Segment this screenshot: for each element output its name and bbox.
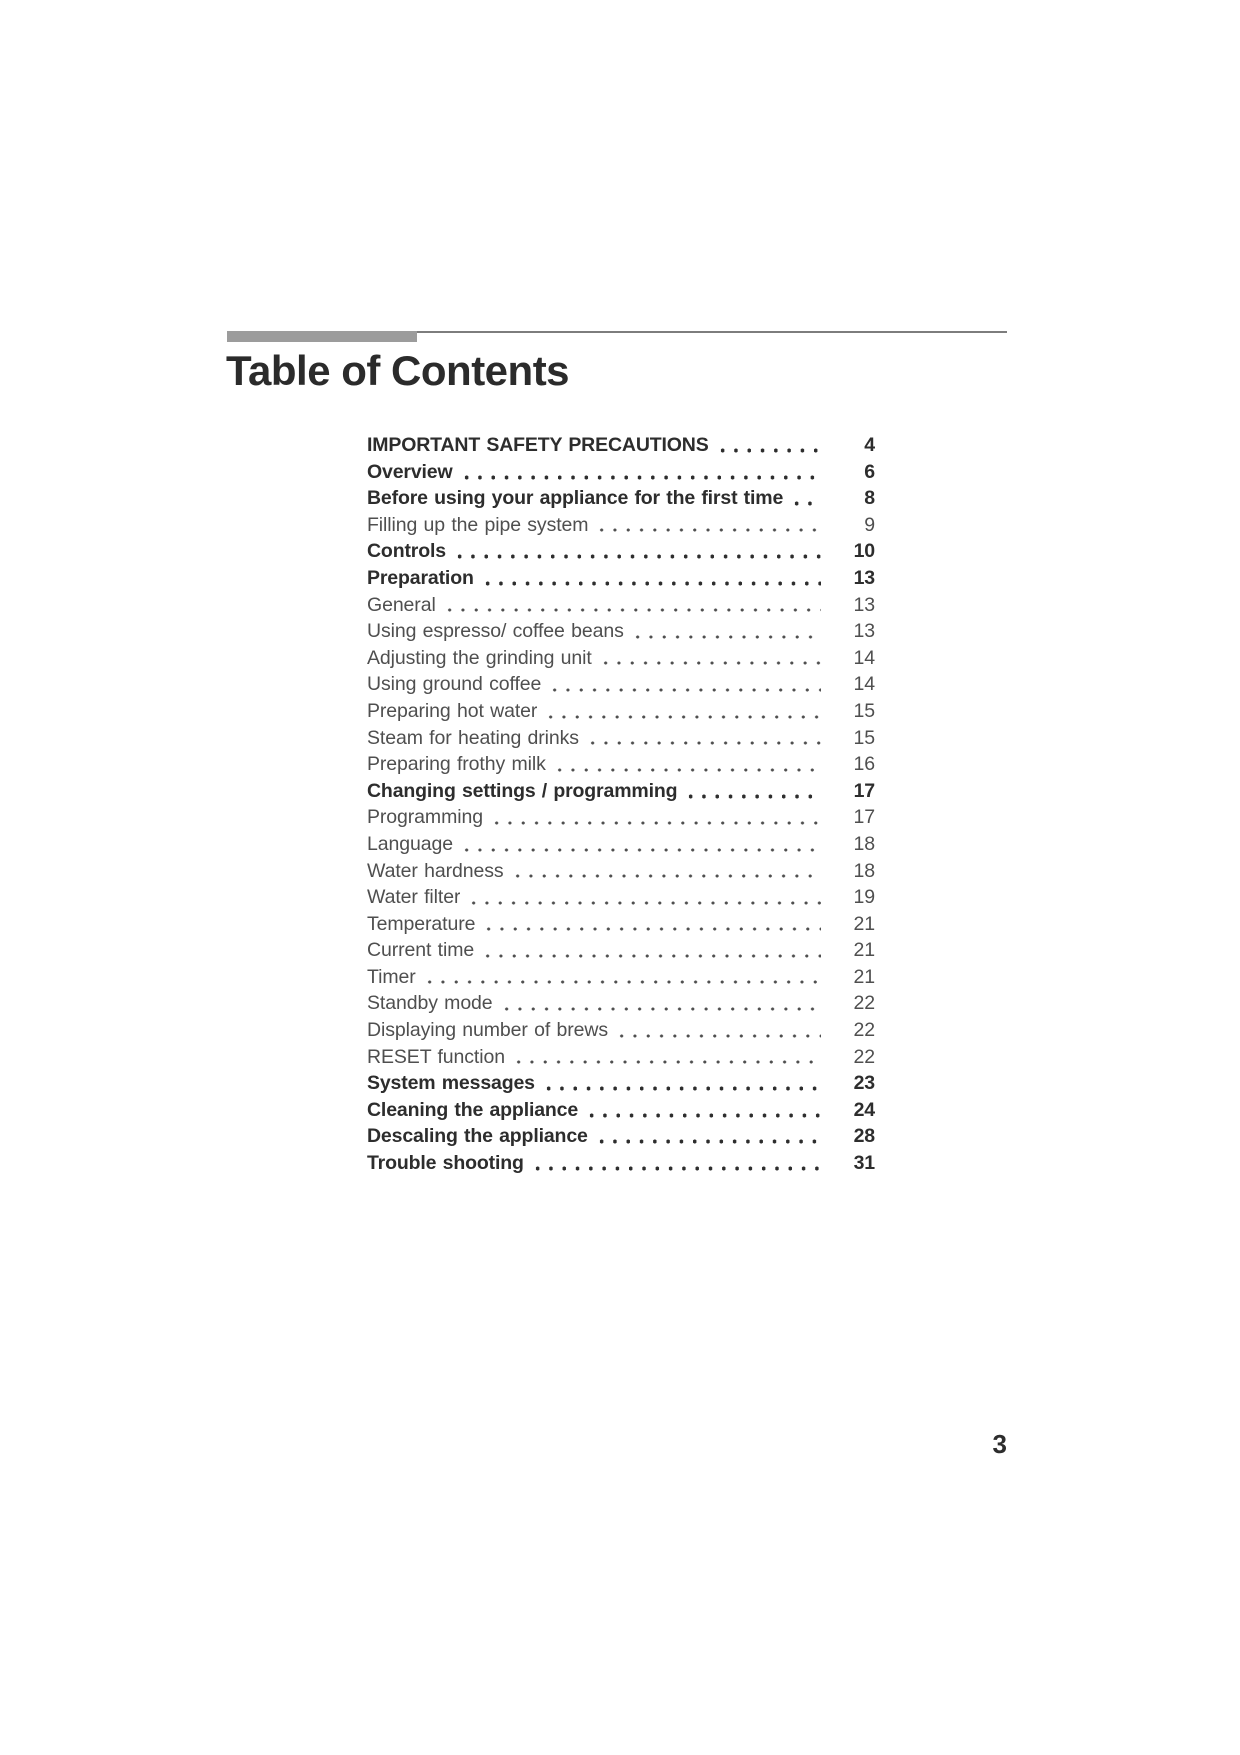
toc-row <box>367 1070 875 1097</box>
toc-entry-label: Cleaning the appliance <box>367 1098 579 1121</box>
toc-row <box>367 1044 875 1071</box>
toc-leader-dots <box>490 804 821 831</box>
toc-entry-page: 21 <box>853 939 875 962</box>
toc-row <box>367 485 875 512</box>
toc-entry-page: 4 <box>864 434 875 456</box>
toc-row <box>367 565 875 592</box>
toc-entry-page: 13 <box>853 620 875 643</box>
toc-entry-page: 21 <box>853 965 875 988</box>
toc-leader-dots <box>790 485 821 512</box>
toc-entry-label: Programming <box>367 806 483 829</box>
toc-row <box>367 751 875 778</box>
toc-entry-page: 13 <box>853 566 875 589</box>
toc-entry-page: 28 <box>853 1125 875 1148</box>
toc-entry-label: Preparing frothy milk <box>367 753 546 776</box>
toc-entry-page: 6 <box>864 460 875 483</box>
toc-row <box>367 778 875 805</box>
toc-entry-label: Filling up the pipe system <box>367 513 589 536</box>
toc-entry-page: 10 <box>853 540 875 563</box>
toc-entry-label: Controls <box>367 540 446 563</box>
toc-leader-dots <box>481 565 821 592</box>
toc-entry-label: Preparing hot water <box>367 699 538 722</box>
toc-leader-dots <box>531 1150 821 1177</box>
toc-leader-dots <box>553 751 821 778</box>
toc-leader-dots <box>500 990 821 1017</box>
toc-entry-label: Water filter <box>367 886 461 909</box>
toc-entry-label: Language <box>367 832 453 855</box>
toc-leader-dots <box>716 432 821 459</box>
toc-entry-label: Using espresso/ coffee beans <box>367 620 624 643</box>
header-accent-bar <box>227 331 417 342</box>
toc-entry-label: Changing settings / programming <box>367 779 678 802</box>
toc-entry-label: Trouble shooting <box>367 1152 524 1175</box>
toc-list <box>367 432 875 1177</box>
toc-row <box>367 512 875 539</box>
toc-entry-label: Preparation <box>367 566 474 589</box>
toc-entry-label: Adjusting the grinding unit <box>367 646 592 669</box>
toc-entry-page: 17 <box>853 806 875 829</box>
toc-leader-dots <box>684 778 821 805</box>
toc-leader-dots <box>599 645 821 672</box>
toc-leader-dots <box>443 592 821 619</box>
toc-entry-page: 22 <box>853 1019 875 1042</box>
toc-entry-page: 15 <box>853 726 875 749</box>
toc-row <box>367 592 875 619</box>
toc-entry-page: 22 <box>853 992 875 1015</box>
toc-leader-dots <box>542 1070 821 1097</box>
toc-leader-dots <box>423 964 821 991</box>
toc-entry-page: 16 <box>853 753 875 776</box>
toc-entry-label: Timer <box>367 965 416 988</box>
toc-leader-dots <box>460 459 821 486</box>
toc-entry-page: 31 <box>853 1152 875 1175</box>
toc-entry-label: Standby mode <box>367 992 493 1015</box>
toc-row <box>367 671 875 698</box>
toc-leader-dots <box>585 1097 821 1124</box>
toc-row <box>367 937 875 964</box>
toc-leader-dots <box>586 725 821 752</box>
toc-entry-label: RESET function <box>367 1045 505 1068</box>
toc-row <box>367 831 875 858</box>
toc-row <box>367 1097 875 1124</box>
toc-entry-page: 13 <box>853 593 875 616</box>
toc-entry-page: 14 <box>853 673 875 696</box>
toc-leader-dots <box>481 937 821 964</box>
toc-entry-page: 18 <box>853 832 875 855</box>
toc-leader-dots <box>482 911 821 938</box>
toc-entry-label: IMPORTANT SAFETY PRECAUTIONS <box>367 434 709 456</box>
toc-entry-label: Before using your appliance for the first time <box>367 487 784 510</box>
toc-row <box>367 964 875 991</box>
toc-entry-page: 8 <box>864 487 875 510</box>
page-title: Table of Contents <box>226 347 570 394</box>
toc-leader-dots <box>512 1044 821 1071</box>
toc-row <box>367 698 875 725</box>
toc-leader-dots <box>467 884 821 911</box>
toc-entry-page: 17 <box>853 779 875 802</box>
toc-row <box>367 1123 875 1150</box>
toc-row <box>367 990 875 1017</box>
toc-row <box>367 725 875 752</box>
toc-entry-label: Using ground coffee <box>367 673 542 696</box>
toc-entry-label: Descaling the appliance <box>367 1125 588 1148</box>
toc-entry-page: 23 <box>853 1072 875 1095</box>
toc-entry-page: 21 <box>853 912 875 935</box>
toc-row <box>367 538 875 565</box>
toc-row <box>367 911 875 938</box>
toc-entry-page: 19 <box>853 886 875 909</box>
toc-leader-dots <box>595 1123 821 1150</box>
page-number: 3 <box>992 1429 1007 1459</box>
toc-entry-label: Water hardness <box>367 859 504 882</box>
toc-leader-dots <box>511 858 821 885</box>
toc-row <box>367 459 875 486</box>
toc-entry-label: Steam for heating drinks <box>367 726 579 749</box>
toc-entry-label: Temperature <box>367 912 476 935</box>
toc-row <box>367 884 875 911</box>
toc-row <box>367 432 875 459</box>
toc-entry-page: 14 <box>853 646 875 669</box>
toc-leader-dots <box>544 698 821 725</box>
toc-row <box>367 1150 875 1177</box>
toc-entry-page: 24 <box>853 1098 875 1121</box>
toc-entry-label: General <box>367 593 436 616</box>
toc-leader-dots <box>460 831 821 858</box>
toc-leader-dots <box>615 1017 821 1044</box>
toc-entry-label: Current time <box>367 939 475 962</box>
toc-entry-label: Overview <box>367 460 453 483</box>
toc-leader-dots <box>548 671 821 698</box>
toc-entry-label: Displaying number of brews <box>367 1019 609 1042</box>
toc-entry-page: 18 <box>853 859 875 882</box>
toc-row <box>367 645 875 672</box>
toc-leader-dots <box>631 618 821 645</box>
toc-row <box>367 618 875 645</box>
toc-entry-page: 15 <box>853 699 875 722</box>
toc-leader-dots <box>453 538 821 565</box>
toc-leader-dots <box>595 512 821 539</box>
toc-row <box>367 1017 875 1044</box>
toc-entry-label: System messages <box>367 1072 535 1095</box>
toc-entry-page: 22 <box>853 1045 875 1068</box>
toc-row <box>367 804 875 831</box>
toc-entry-page: 9 <box>864 513 875 536</box>
toc-row <box>367 858 875 885</box>
